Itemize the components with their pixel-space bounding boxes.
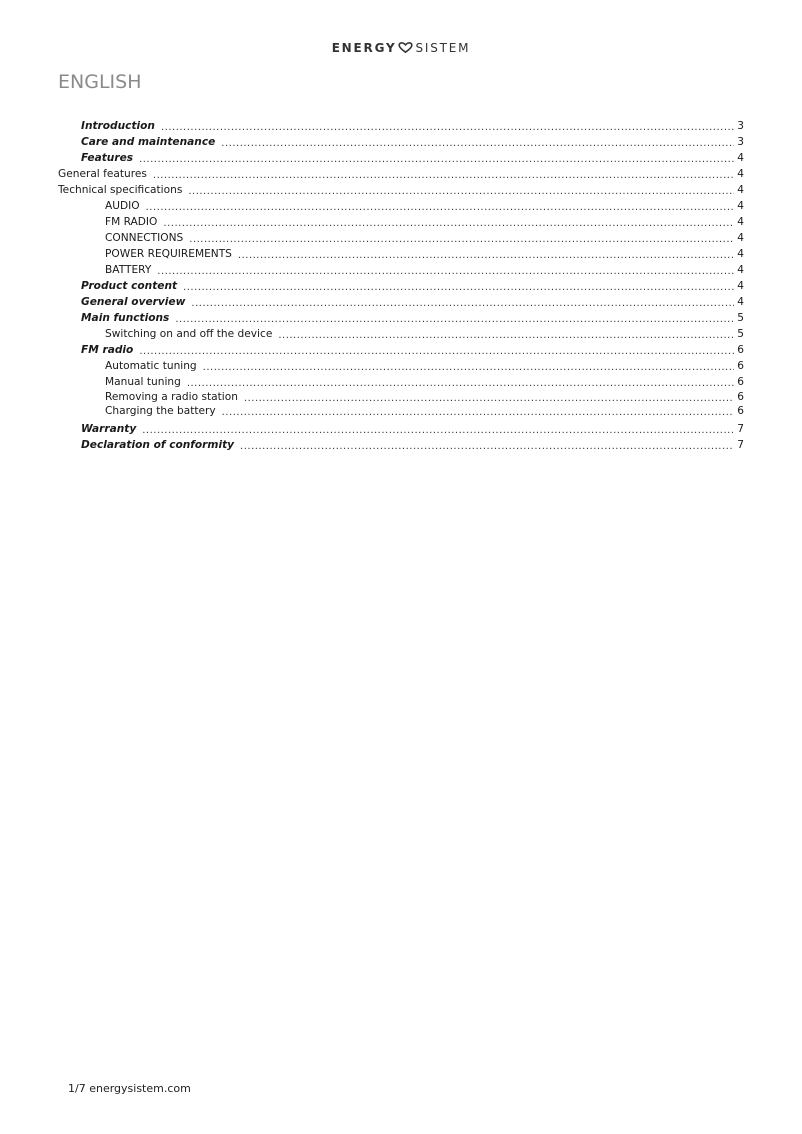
toc-entry[interactable]: [81, 135, 744, 149]
toc-entry-title: Charging the battery: [105, 405, 216, 417]
toc-entry[interactable]: [58, 167, 744, 181]
toc-leader-dots: [189, 234, 734, 245]
toc-entry-page: 5: [737, 328, 744, 340]
toc-entry-page: 6: [737, 391, 744, 403]
toc-entry[interactable]: [105, 263, 744, 277]
toc-entry-title: AUDIO: [105, 200, 140, 212]
toc-entry-page: 4: [737, 152, 744, 164]
toc-entry[interactable]: [81, 295, 744, 309]
toc-entry[interactable]: [105, 231, 744, 245]
toc-entry-title: Removing a radio station: [105, 391, 238, 403]
toc-entry-title: FM radio: [81, 344, 134, 356]
toc-entry-page: 5: [737, 312, 744, 324]
toc-entry-title: Care and maintenance: [81, 136, 216, 148]
toc-leader-dots: [157, 266, 734, 277]
toc-entry-title: General overview: [81, 296, 186, 308]
toc-leader-dots: [139, 346, 734, 357]
brand-name-left: ENERGY: [331, 41, 397, 55]
toc-entry[interactable]: [105, 327, 744, 341]
toc-leader-dots: [187, 378, 734, 389]
toc-leader-dots: [238, 250, 734, 261]
toc-entry-page: 6: [737, 360, 744, 372]
toc-entry[interactable]: [105, 359, 744, 373]
toc-entry-title: POWER REQUIREMENTS: [105, 248, 232, 260]
toc-entry[interactable]: [58, 183, 744, 197]
toc-leader-dots: [175, 314, 734, 325]
toc-entry[interactable]: [105, 247, 744, 261]
toc-entry[interactable]: [81, 311, 744, 325]
toc-leader-dots: [142, 425, 734, 436]
toc-entry-page: 6: [737, 344, 744, 356]
toc-entry[interactable]: [105, 199, 744, 213]
toc-entry-title: Technical specifications: [58, 184, 183, 196]
toc-entry[interactable]: [105, 215, 744, 229]
toc-entry-title: BATTERY: [105, 264, 152, 276]
language-heading: ENGLISH: [58, 71, 142, 93]
toc-entry-page: 4: [737, 264, 744, 276]
toc-leader-dots: [203, 362, 735, 373]
brand-name-right: SISTEM: [415, 41, 471, 55]
toc-entry-page: 4: [737, 168, 744, 180]
toc-entry-title: FM RADIO: [105, 216, 158, 228]
toc-entry-title: Product content: [81, 280, 178, 292]
toc-entry-page: 4: [737, 184, 744, 196]
toc-entry-title: Manual tuning: [105, 376, 181, 388]
toc-entry-page: 6: [737, 405, 744, 417]
toc-entry[interactable]: [81, 151, 744, 165]
toc-entry-page: 7: [737, 439, 744, 451]
toc-entry-title: Main functions: [81, 312, 170, 324]
toc-entry[interactable]: [105, 390, 744, 404]
toc-leader-dots: [153, 170, 734, 181]
toc-leader-dots: [240, 441, 734, 452]
page-footer: 1/7 energysistem.com: [68, 1082, 191, 1095]
toc-entry-title: Declaration of conformity: [81, 439, 235, 451]
toc-leader-dots: [222, 407, 735, 418]
toc-leader-dots: [278, 330, 734, 341]
toc-entry-page: 4: [737, 296, 744, 308]
toc-entry[interactable]: [105, 404, 744, 418]
toc-entry-page: 4: [737, 200, 744, 212]
toc-entry-page: 6: [737, 376, 744, 388]
toc-entry-page: 4: [737, 248, 744, 260]
toc-entry-page: 4: [737, 216, 744, 228]
toc-leader-dots: [244, 393, 734, 404]
toc-entry-page: 3: [737, 136, 744, 148]
brand-logo: [0, 41, 802, 56]
heart-check-icon: [398, 42, 413, 56]
toc-entry-title: Introduction: [81, 120, 155, 132]
toc-entry[interactable]: [81, 279, 744, 293]
toc-leader-dots: [221, 138, 734, 149]
toc-leader-dots: [191, 298, 734, 309]
toc-entry[interactable]: [81, 119, 744, 133]
toc-entry-page: 7: [737, 423, 744, 435]
toc-entry-page: 4: [737, 232, 744, 244]
toc-entry-title: Switching on and off the device: [105, 328, 273, 340]
toc-entry-title: Warranty: [81, 423, 137, 435]
toc-entry-title: Automatic tuning: [105, 360, 197, 372]
toc-entry-title: General features: [58, 168, 147, 180]
toc-entry-title: CONNECTIONS: [105, 232, 184, 244]
toc-leader-dots: [161, 122, 734, 133]
toc-leader-dots: [139, 154, 734, 165]
toc-entry[interactable]: [81, 438, 744, 452]
toc-entry[interactable]: [105, 375, 744, 389]
toc-entry-page: 3: [737, 120, 744, 132]
toc-leader-dots: [146, 202, 735, 213]
toc-entry-page: 4: [737, 280, 744, 292]
toc-leader-dots: [183, 282, 734, 293]
toc-entry[interactable]: [81, 343, 744, 357]
toc-entry-title: Features: [81, 152, 134, 164]
toc-entry[interactable]: [81, 422, 744, 436]
toc-leader-dots: [163, 218, 734, 229]
toc-leader-dots: [188, 186, 734, 197]
